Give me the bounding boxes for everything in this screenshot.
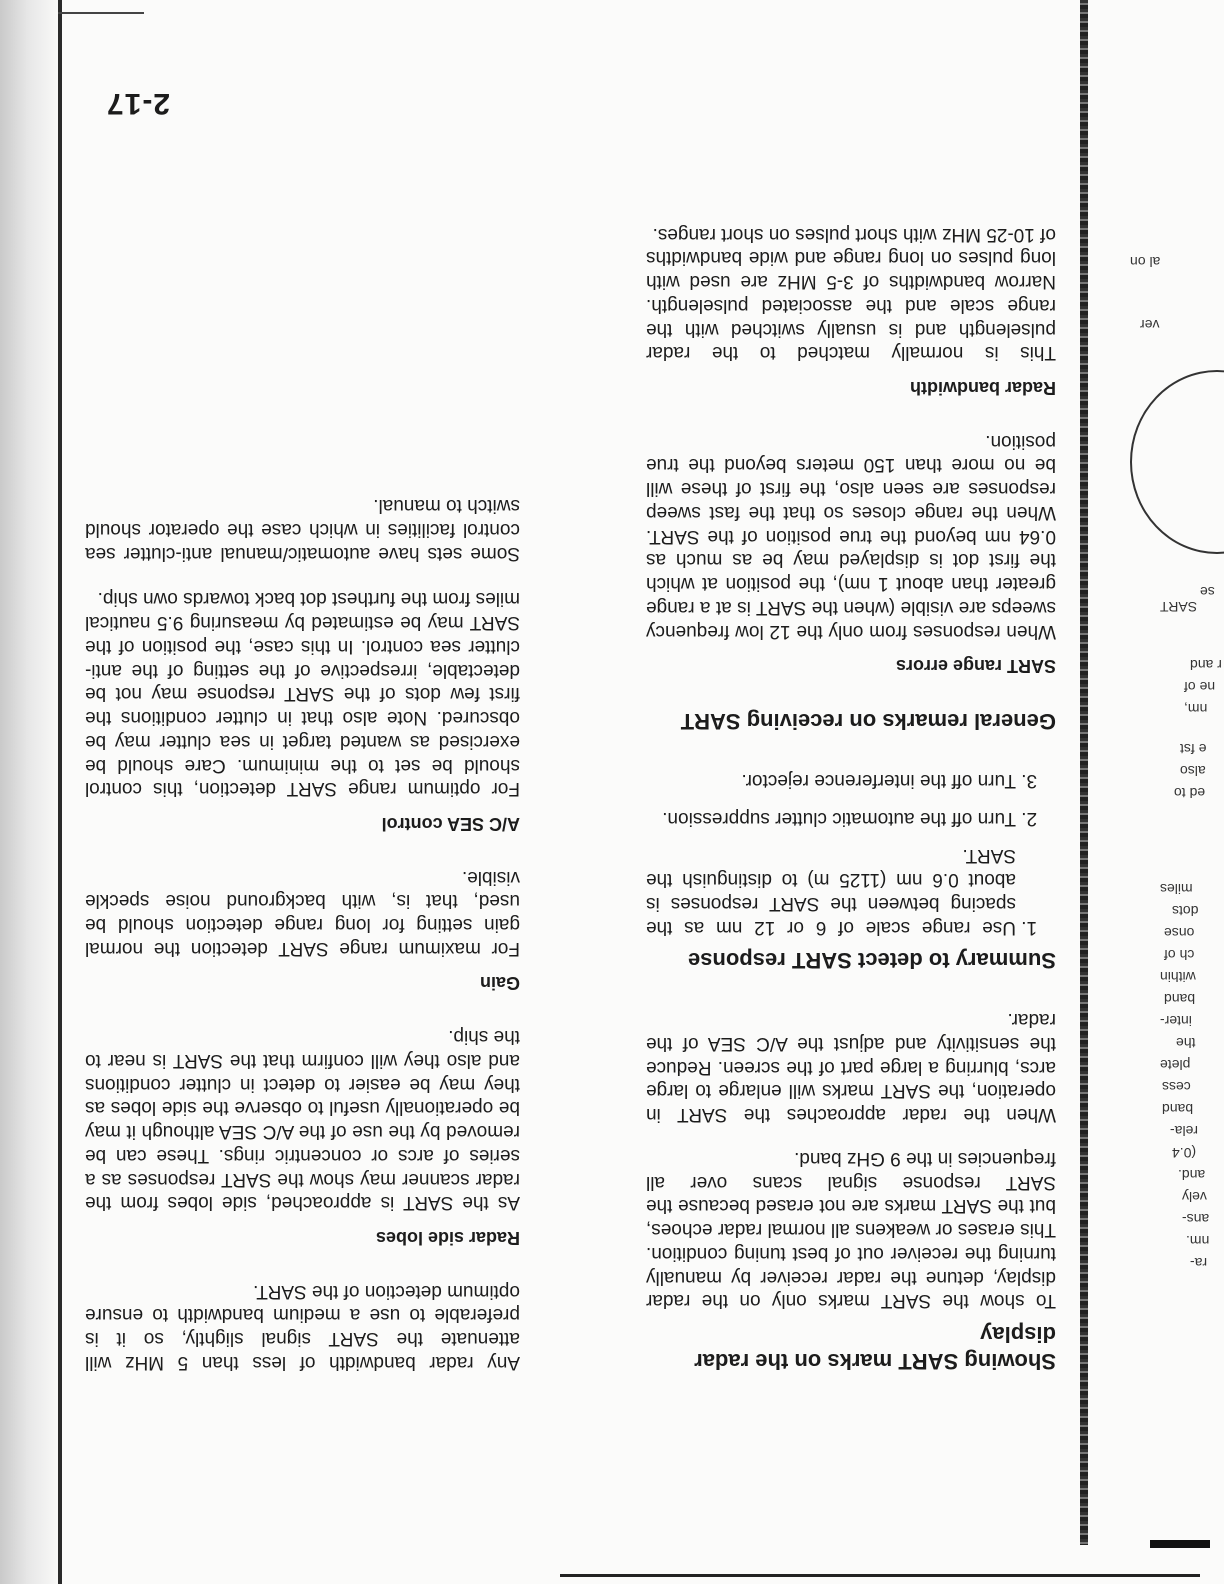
heading-general-remarks: General remarks on receiving SART [680,709,1056,735]
fragment: band [1162,1101,1194,1117]
fragment: ra- [1190,1255,1208,1271]
heading-summary: Summary to detect SART response [688,948,1056,974]
paragraph: For optimum range SART detection, this control should be set to the minimum. Care should be exercised as wanted target in sea clutter may be obscured. Note also that in clutter conditions the first few dots of the SART response may not be detectable, irrespective of the setting of the anti-clutter sea control. In this case, the position of the SART may be estimated by measuring 9.5 nautical miles from the furthest dot back towards own ship. [85,588,520,800]
scan-rule [58,12,144,14]
paragraph: To show the SART marks only on the radar display, detune the radar receiver by manually turning the receiver out of best tuning condition. This erases or weakens all normal radar echoes, but the SART marks are not erased because the SART response signal scans over all frequencies in the 9 GHz band. [646,1147,1056,1312]
subheading-ac-sea: A/C SEA control [381,814,520,834]
fragment: inter- [1160,1013,1192,1029]
fragment: band [1164,991,1196,1007]
paragraph: For maximum range SART detection the normal gain setting for long range detection should be used, that is, with background noise speckle visible. [85,866,520,959]
subheading-bandwidth: Radar bandwidth [909,377,1056,398]
paragraph: When responses from only the 12 low frequency sweeps are visible (when the SART is at a range greater than about 1 nm), the position at which the first dot is displayed may be as much as 0.64 nm beyond the true position of the SART. When the range closes so that the fast sweep responses are seen also, the first of these will be no more than 150 meters beyond the true position. [646,430,1056,642]
fragment: ed to [1174,785,1206,801]
fragment: rela- [1170,1123,1199,1139]
list-item: 1. Use range scale of 6 or 12 nm as the spacing between the SART responses is about 0.6 nm (1125 m) to distinguish the SART. [646,844,1016,939]
fragment: se [1200,584,1215,600]
fragment: (0.4 [1172,1145,1197,1161]
left-column [646,202,1056,1374]
fragment: cess [1162,1079,1191,1095]
fragment: the [1176,1035,1196,1051]
fragment: nm. [1186,1233,1210,1249]
fragment: ver [1140,317,1160,333]
list-item: 3. Turn off the interference rejector. [646,768,1016,792]
subheading-range-errors: SART range errors [895,656,1056,677]
fragment: miles [1160,881,1193,897]
paragraph: As the SART is approached, side lobes from the radar scanner may show the SART responses as a series of arcs or concentric rings. These can be removed by the use of the A/C SEA although it may be operationally useful to observe the side lobes as they may be easier to detect in clutter conditions and also they will confirm that the SART is near to the ship. [85,1026,520,1214]
document-page [60,20,1080,1540]
paragraph: Any radar bandwidth of less than 5 MHz will attenuate the SART signal slightly, so it is preferable to use a medium bandwidth to ensure optimum detection of the SART. [85,1280,520,1373]
fragment: onse [1164,925,1195,941]
fragment: al on [1130,254,1161,270]
book-spine [1080,0,1088,1545]
fragment: ne of [1184,679,1216,695]
subheading-side-lobes: Radar side lobes [375,1228,520,1248]
fragment: SART [1160,599,1198,615]
paragraph: Some sets have automatic/manual anti-clutter sea control facilities in which case the operator should switch to manual. [85,495,520,564]
page-number: 2-17 [105,87,170,120]
heading-radar-display: Showing SART marks on the radar display [694,1322,1056,1374]
fragment: r and [1190,657,1222,673]
fragment: e fst [1180,741,1207,757]
fragment: and. [1178,1167,1206,1183]
list-item: 2. Turn off the automatic clutter suppression. [646,806,1016,830]
summary-list [646,768,1056,939]
fragment: nm, [1184,701,1208,717]
fragment: ans- [1182,1211,1210,1227]
scan-shadow [0,0,62,1584]
subheading-gain: Gain [479,973,520,994]
fragment: also [1180,763,1206,779]
fragment: vely [1182,1189,1207,1205]
fragment: plete [1160,1057,1191,1073]
fragment: within [1160,969,1196,985]
fragment: dots [1172,903,1199,919]
paragraph: This is normally matched to the radar pulselength and is usually switched with the range scale and the associated pulselength. Narrow bandwidths of 3-5 MHz are used with long pulses on long range and wide bandwidths of 10-25 MHz with short pulses on short ranges. [646,223,1056,364]
facing-page-fragments [1100,0,1224,1584]
fragment: ch of [1164,947,1195,963]
right-column [85,472,520,1375]
paragraph: When the radar approaches the SART in operation, the SART marks will enlarge to large arcs, blurring a large part of the screen. Reduce the sensitivity and adjust the A/C SEA of the radar. [646,1009,1056,1126]
